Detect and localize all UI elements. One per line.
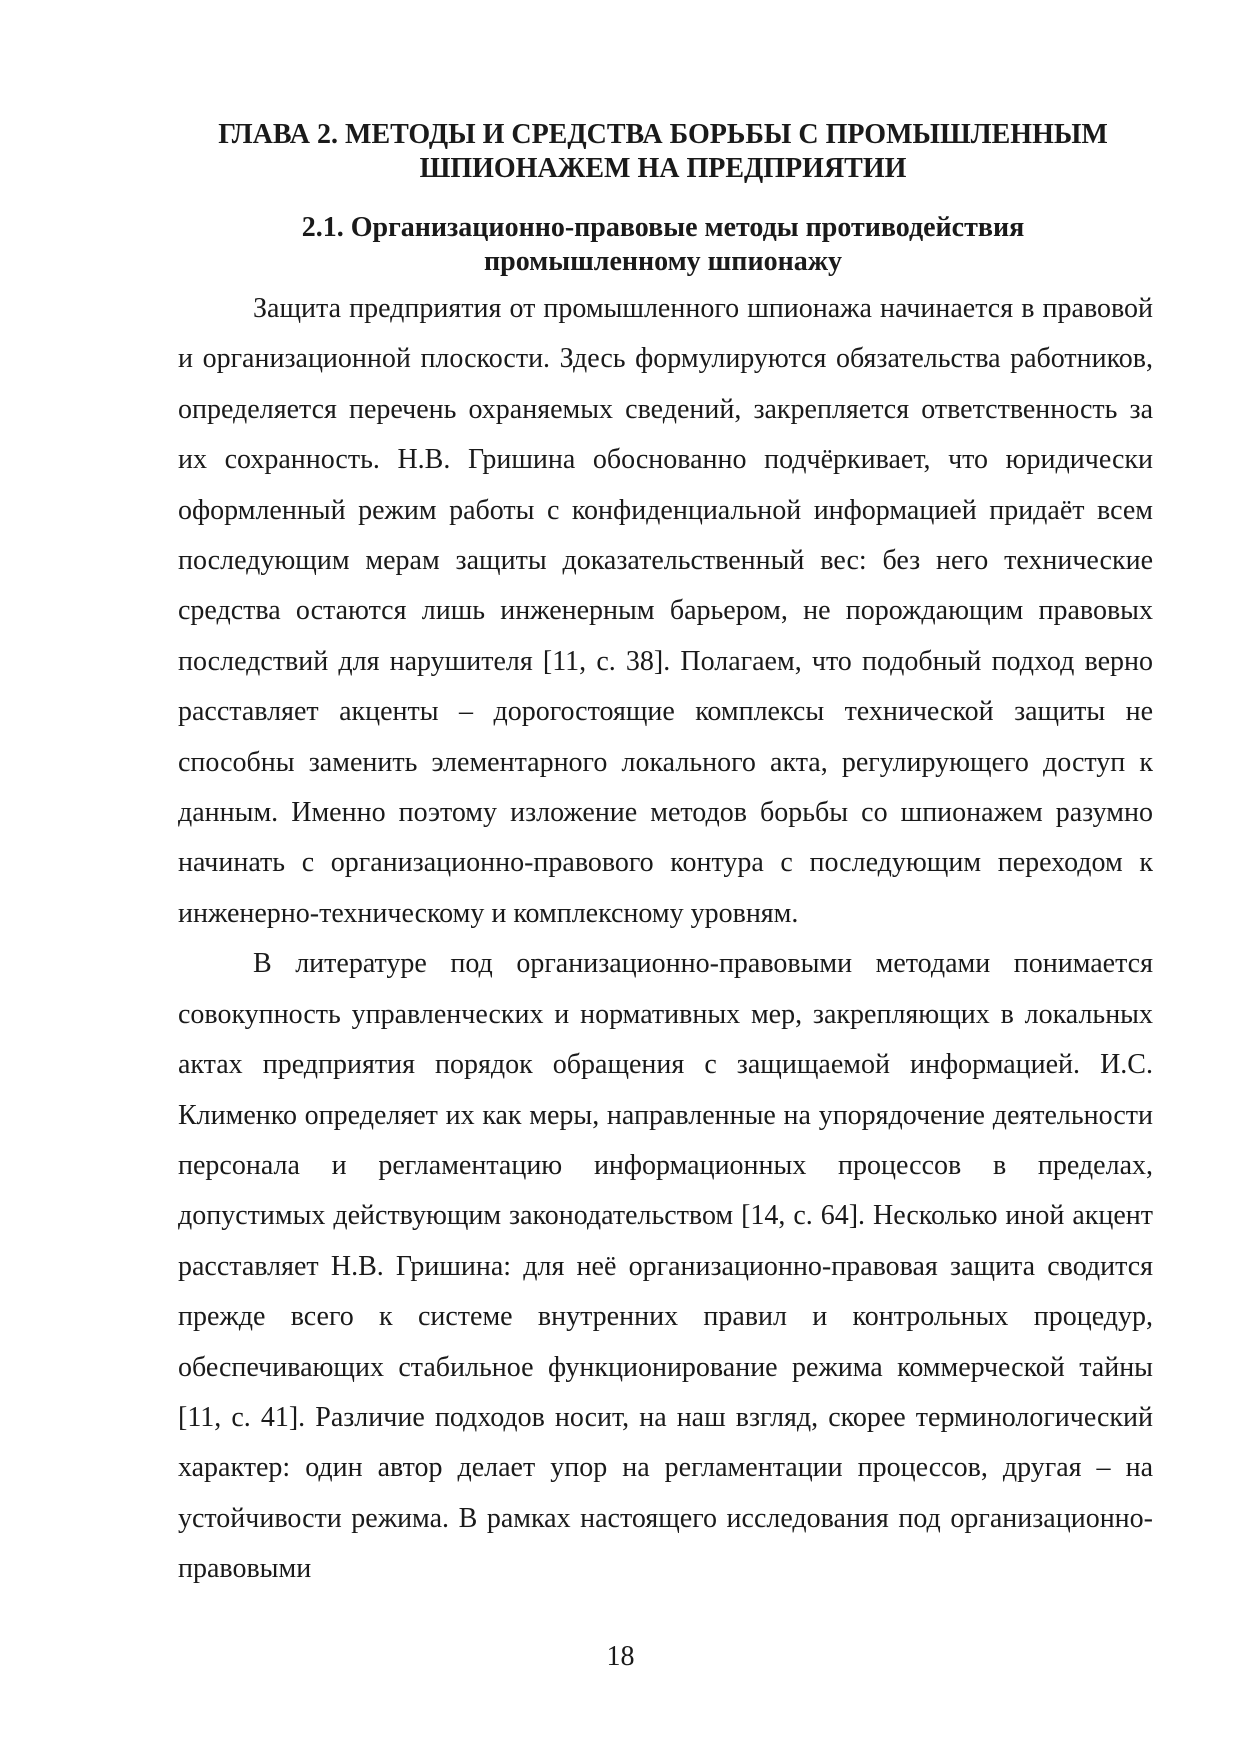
paragraph-2: В литературе под организационно-правовыми методами понимается совокупность управленческих и нормативных мер, закрепляющих в локальных актах предприятия порядок обращения с защищаемой информацией. И.С. Клименко определяет их как меры, направленные на упорядочение деятельности персонала и регламентацию информационных процессов в пределах, допустимых действующим законодательством [14, с. 64]. Несколько иной акцент расставляет Н.В. Гришина: для неё организационно-правовая защита сводится прежде всего к системе внутренних правил и контрольных процедур, обеспечивающих стабильное функционирование режима коммерческой тайны [11, с. 41]. Различие подходов носит, на наш взгляд, скорее терминологический характер: один автор делает упор на регламентации процессов, другая – на устойчивости режима. В рамках настоящего исследования под организационно-правовыми: [178, 948, 1153, 1585]
page-number: 18: [606, 1641, 635, 1672]
chapter-title-line-2: ШПИОНАЖЕМ НА ПРЕДПРИЯТИИ: [419, 153, 907, 184]
chapter-title-line-1: ГЛАВА 2. МЕТОДЫ И СРЕДСТВА БОРЬБЫ С ПРОМЫШЛЕННЫМ: [218, 119, 1108, 150]
section-title-line-2: промышленному шпионажу: [483, 246, 843, 277]
chapter-title: [178, 118, 1148, 186]
section-title: [178, 211, 1148, 279]
paragraph-1: Защита предприятия от промышленного шпионажа начинается в правовой и организационной плоскости. Здесь формулируются обязательства работников, определяется перечень охраняемых сведений, закрепляется ответственность за их сохранность. Н.В. Гришина обоснованно подчёркивает, что юридически оформленный режим работы с конфиденциальной информацией придаёт всем последующим мерам защиты доказательственный вес: без него технические средства остаются лишь инженерным барьером, не порождающим правовых последствий для нарушителя [11, с. 38]. Полагаем, что подобный подход верно расставляет акценты – дорогостоящие комплексы технической защиты не способны заменить элементарного локального акта, регулирующего доступ к данным. Именно поэтому изложение методов борьбы со шпионажем разумно начинать с организационно-правового контура с последующим переходом к инженерно-техническому и комплексному уровням.: [178, 293, 1153, 929]
body-text: [178, 284, 1153, 1595]
section-title-line-1: 2.1. Организационно-правовые методы противодействия: [301, 212, 1025, 243]
